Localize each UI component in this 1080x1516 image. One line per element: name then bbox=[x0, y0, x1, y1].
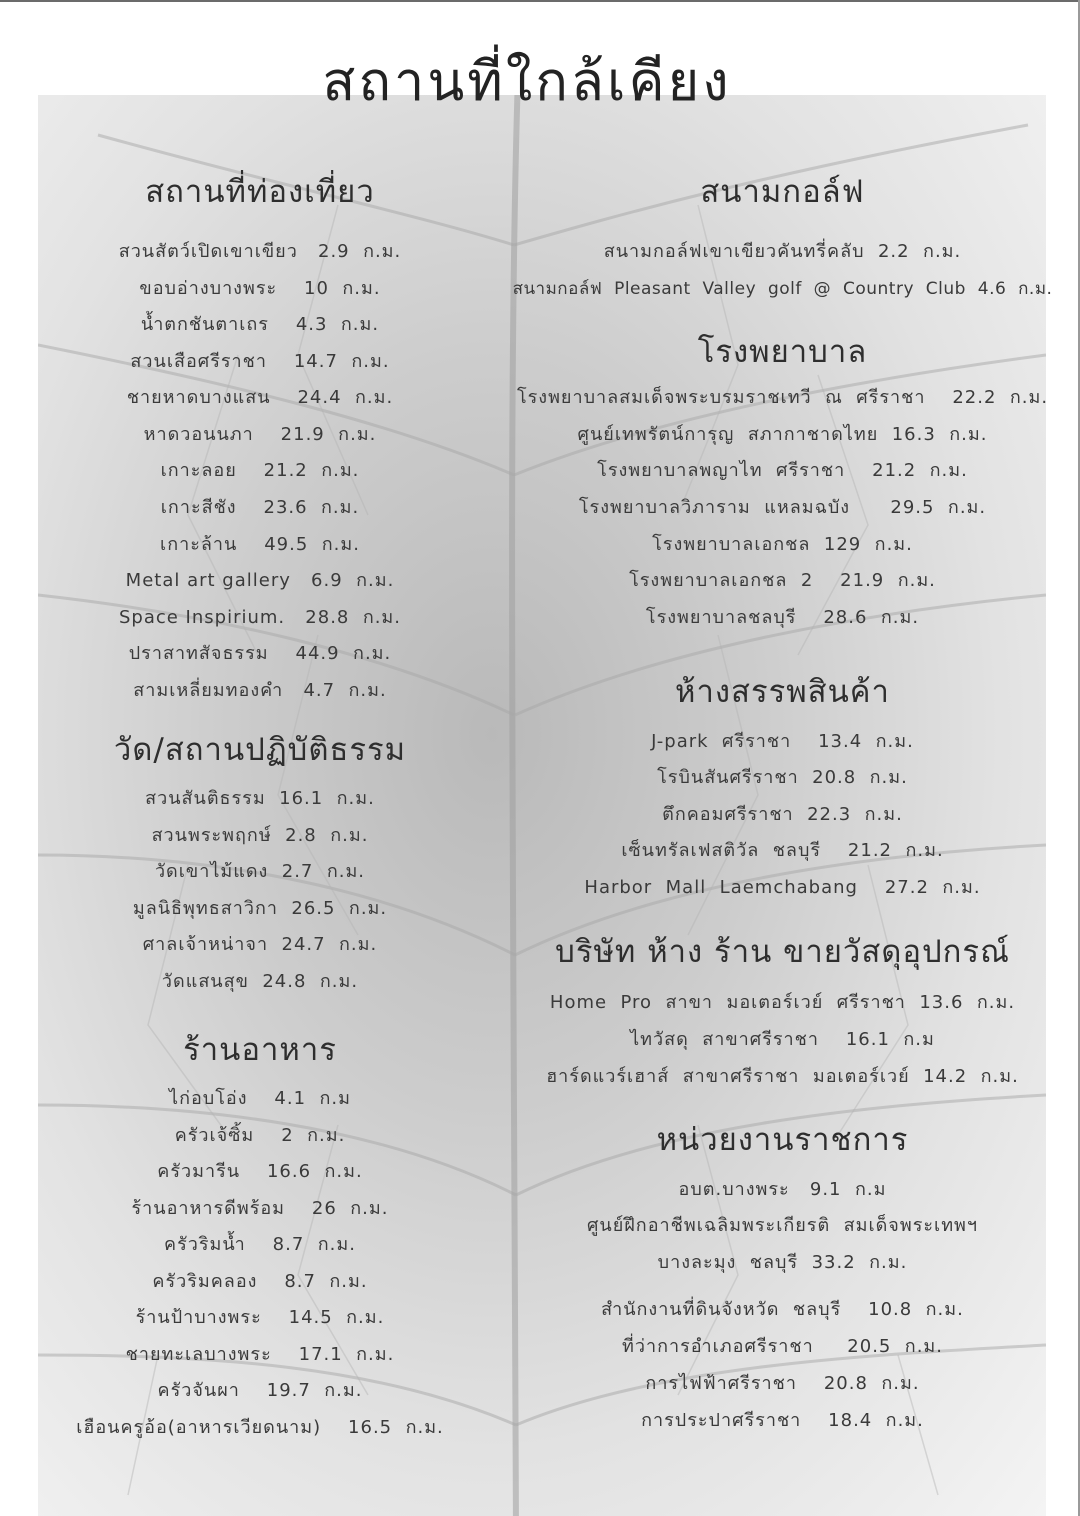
list-item: การไฟฟ้าศรีราชา 20.8 ก.ม. bbox=[645, 1373, 920, 1394]
list-item: ครัวจันผา 19.7 ก.ม. bbox=[157, 1380, 363, 1401]
list-item: Home Pro สาขา มอเตอร์เวย์ ศรีราชา 13.6 ก.ม. bbox=[549, 992, 1016, 1013]
list-item: สำนักงานที่ดินจังหวัด ชลบุรี 10.8 ก.ม. bbox=[601, 1299, 964, 1320]
list-item: เฮือนครูอ้อ(อาหารเวียดนาม) 16.5 ก.ม. bbox=[76, 1417, 444, 1438]
list-item: ร้านป้าบางพระ 14.5 ก.ม. bbox=[135, 1307, 385, 1328]
list-item: บางละมุง ชลบุรี 33.2 ก.ม. bbox=[657, 1252, 908, 1273]
list-item: หาดวอนนภา 21.9 ก.ม. bbox=[143, 424, 377, 445]
list-item: โรงพยาบาลพญาไท ศรีราชา 21.2 ก.ม. bbox=[597, 460, 968, 481]
list-item: วัดแสนสุข 24.8 ก.ม. bbox=[161, 971, 359, 992]
section-heading-attractions: สถานที่ท่องเที่ยว bbox=[145, 174, 375, 210]
list-item: ครัวเจ้ซิ้ม 2 ก.ม. bbox=[174, 1125, 346, 1146]
list-item: โรบินสันศรีราชา 20.8 ก.ม. bbox=[657, 767, 908, 788]
section-heading-golf: สนามกอล์ฟ bbox=[700, 174, 865, 210]
section-heading-temples: วัด/สถานปฏิบัติธรรม bbox=[113, 732, 407, 768]
list-item: สวนพระพฤกษ์ 2.8 ก.ม. bbox=[151, 825, 369, 846]
page-title: สถานที่ใกล้เคียง bbox=[322, 50, 732, 113]
list-item: J-park ศรีราชา 13.4 ก.ม. bbox=[651, 731, 914, 752]
section-heading-hardware-stores: บริษัท ห้าง ร้าน ขายวัสดุอุปกรณ์ bbox=[555, 934, 1010, 970]
list-item: เกาะล้าน 49.5 ก.ม. bbox=[160, 534, 360, 555]
list-item: สนามกอล์ฟเขาเขียวคันทรี่คลับ 2.2 ก.ม. bbox=[603, 241, 962, 262]
list-item: โรงพยาบาลสมเด็จพระบรมราชเทวี ณ ศรีราชา 22.2 ก.ม. bbox=[516, 387, 1049, 408]
list-item: การประปาศรีราชา 18.4 ก.ม. bbox=[641, 1410, 924, 1431]
list-item: ชายทะเลบางพระ 17.1 ก.ม. bbox=[125, 1344, 395, 1365]
list-item: ครัวริมคลอง 8.7 ก.ม. bbox=[152, 1271, 368, 1292]
list-item: น้ำตกชันตาเถร 4.3 ก.ม. bbox=[140, 314, 380, 335]
list-item: เซ็นทรัลเฟสติวัล ชลบุรี 21.2 ก.ม. bbox=[621, 840, 944, 861]
section-heading-government: หน่วยงานราชการ bbox=[656, 1122, 909, 1158]
list-item: ศูนย์เทพรัตน์การุญ สภากาชาดไทย 16.3 ก.ม. bbox=[577, 424, 988, 445]
list-item: ครัวมารีน 16.6 ก.ม. bbox=[157, 1161, 363, 1182]
list-item: เกาะสีชัง 23.6 ก.ม. bbox=[160, 497, 360, 518]
list-item: ไก่อบโอ่ง 4.1 ก.ม bbox=[169, 1088, 351, 1109]
list-item: โรงพยาบาลเอกชล 129 ก.ม. bbox=[652, 534, 913, 555]
list-item: ครัวริมน้ำ 8.7 ก.ม. bbox=[164, 1234, 356, 1255]
list-item: สวนสันติธรรม 16.1 ก.ม. bbox=[145, 788, 375, 809]
list-item: ชายหาดบางแสน 24.4 ก.ม. bbox=[126, 387, 394, 408]
list-item: โรงพยาบาลเอกชล 2 21.9 ก.ม. bbox=[629, 570, 936, 591]
list-item: สวนเสือศรีราชา 14.7 ก.ม. bbox=[130, 351, 390, 372]
list-item: โรงพยาบาลวิภาราม แหลมฉบัง 29.5 ก.ม. bbox=[578, 497, 987, 518]
list-item: ร้านอาหารดีพร้อม 26 ก.ม. bbox=[131, 1198, 389, 1219]
list-item: โรงพยาบาลชลบุรี 28.6 ก.ม. bbox=[645, 607, 920, 628]
list-item: Metal art gallery 6.9 ก.ม. bbox=[125, 570, 395, 591]
list-item: ขอบอ่างบางพระ 10 ก.ม. bbox=[139, 278, 381, 299]
section-heading-hospitals: โรงพยาบาล bbox=[697, 334, 868, 370]
top-border bbox=[0, 0, 1080, 2]
list-item: ศูนย์ฝึกอาชีพเฉลิมพระเกียรติ สมเด็จพระเทพฯ bbox=[586, 1215, 979, 1236]
list-item: วัดเขาไม้แดง 2.7 ก.ม. bbox=[154, 861, 366, 882]
list-item: ตึกคอมศรีราชา 22.3 ก.ม. bbox=[662, 804, 903, 825]
list-item: สนามกอล์ฟ Pleasant Valley golf @ Country Club 4.6 ก.ม. bbox=[512, 279, 1053, 299]
list-item: สามเหลี่ยมทองคำ 4.7 ก.ม. bbox=[133, 680, 387, 701]
list-item: มูลนิธิพุทธสาวิกา 26.5 ก.ม. bbox=[132, 898, 388, 919]
section-heading-malls: ห้างสรรพสินค้า bbox=[675, 674, 890, 710]
section-heading-restaurants: ร้านอาหาร bbox=[183, 1032, 337, 1068]
list-item: ที่ว่าการอำเภอศรีราชา 20.5 ก.ม. bbox=[621, 1336, 944, 1357]
list-item: ปราสาทสัจธรรม 44.9 ก.ม. bbox=[128, 643, 392, 664]
list-item: ศาลเจ้าหน่าจา 24.7 ก.ม. bbox=[142, 934, 378, 955]
list-item: เกาะลอย 21.2 ก.ม. bbox=[160, 460, 360, 481]
list-item: Space Inspirium. 28.8 ก.ม. bbox=[118, 607, 402, 628]
list-item: ไทวัสดุ สาขาศรีราชา 16.1 ก.ม bbox=[630, 1029, 935, 1050]
list-item: สวนสัตว์เปิดเขาเขียว 2.9 ก.ม. bbox=[118, 241, 402, 262]
list-item: อบต.บางพระ 9.1 ก.ม bbox=[678, 1179, 887, 1200]
list-item: ฮาร์ดแวร์เฮาส์ สาขาศรีราชา มอเตอร์เวย์ 14.2 ก.ม. bbox=[546, 1066, 1019, 1087]
list-item: Harbor Mall Laemchabang 27.2 ก.ม. bbox=[584, 877, 981, 898]
